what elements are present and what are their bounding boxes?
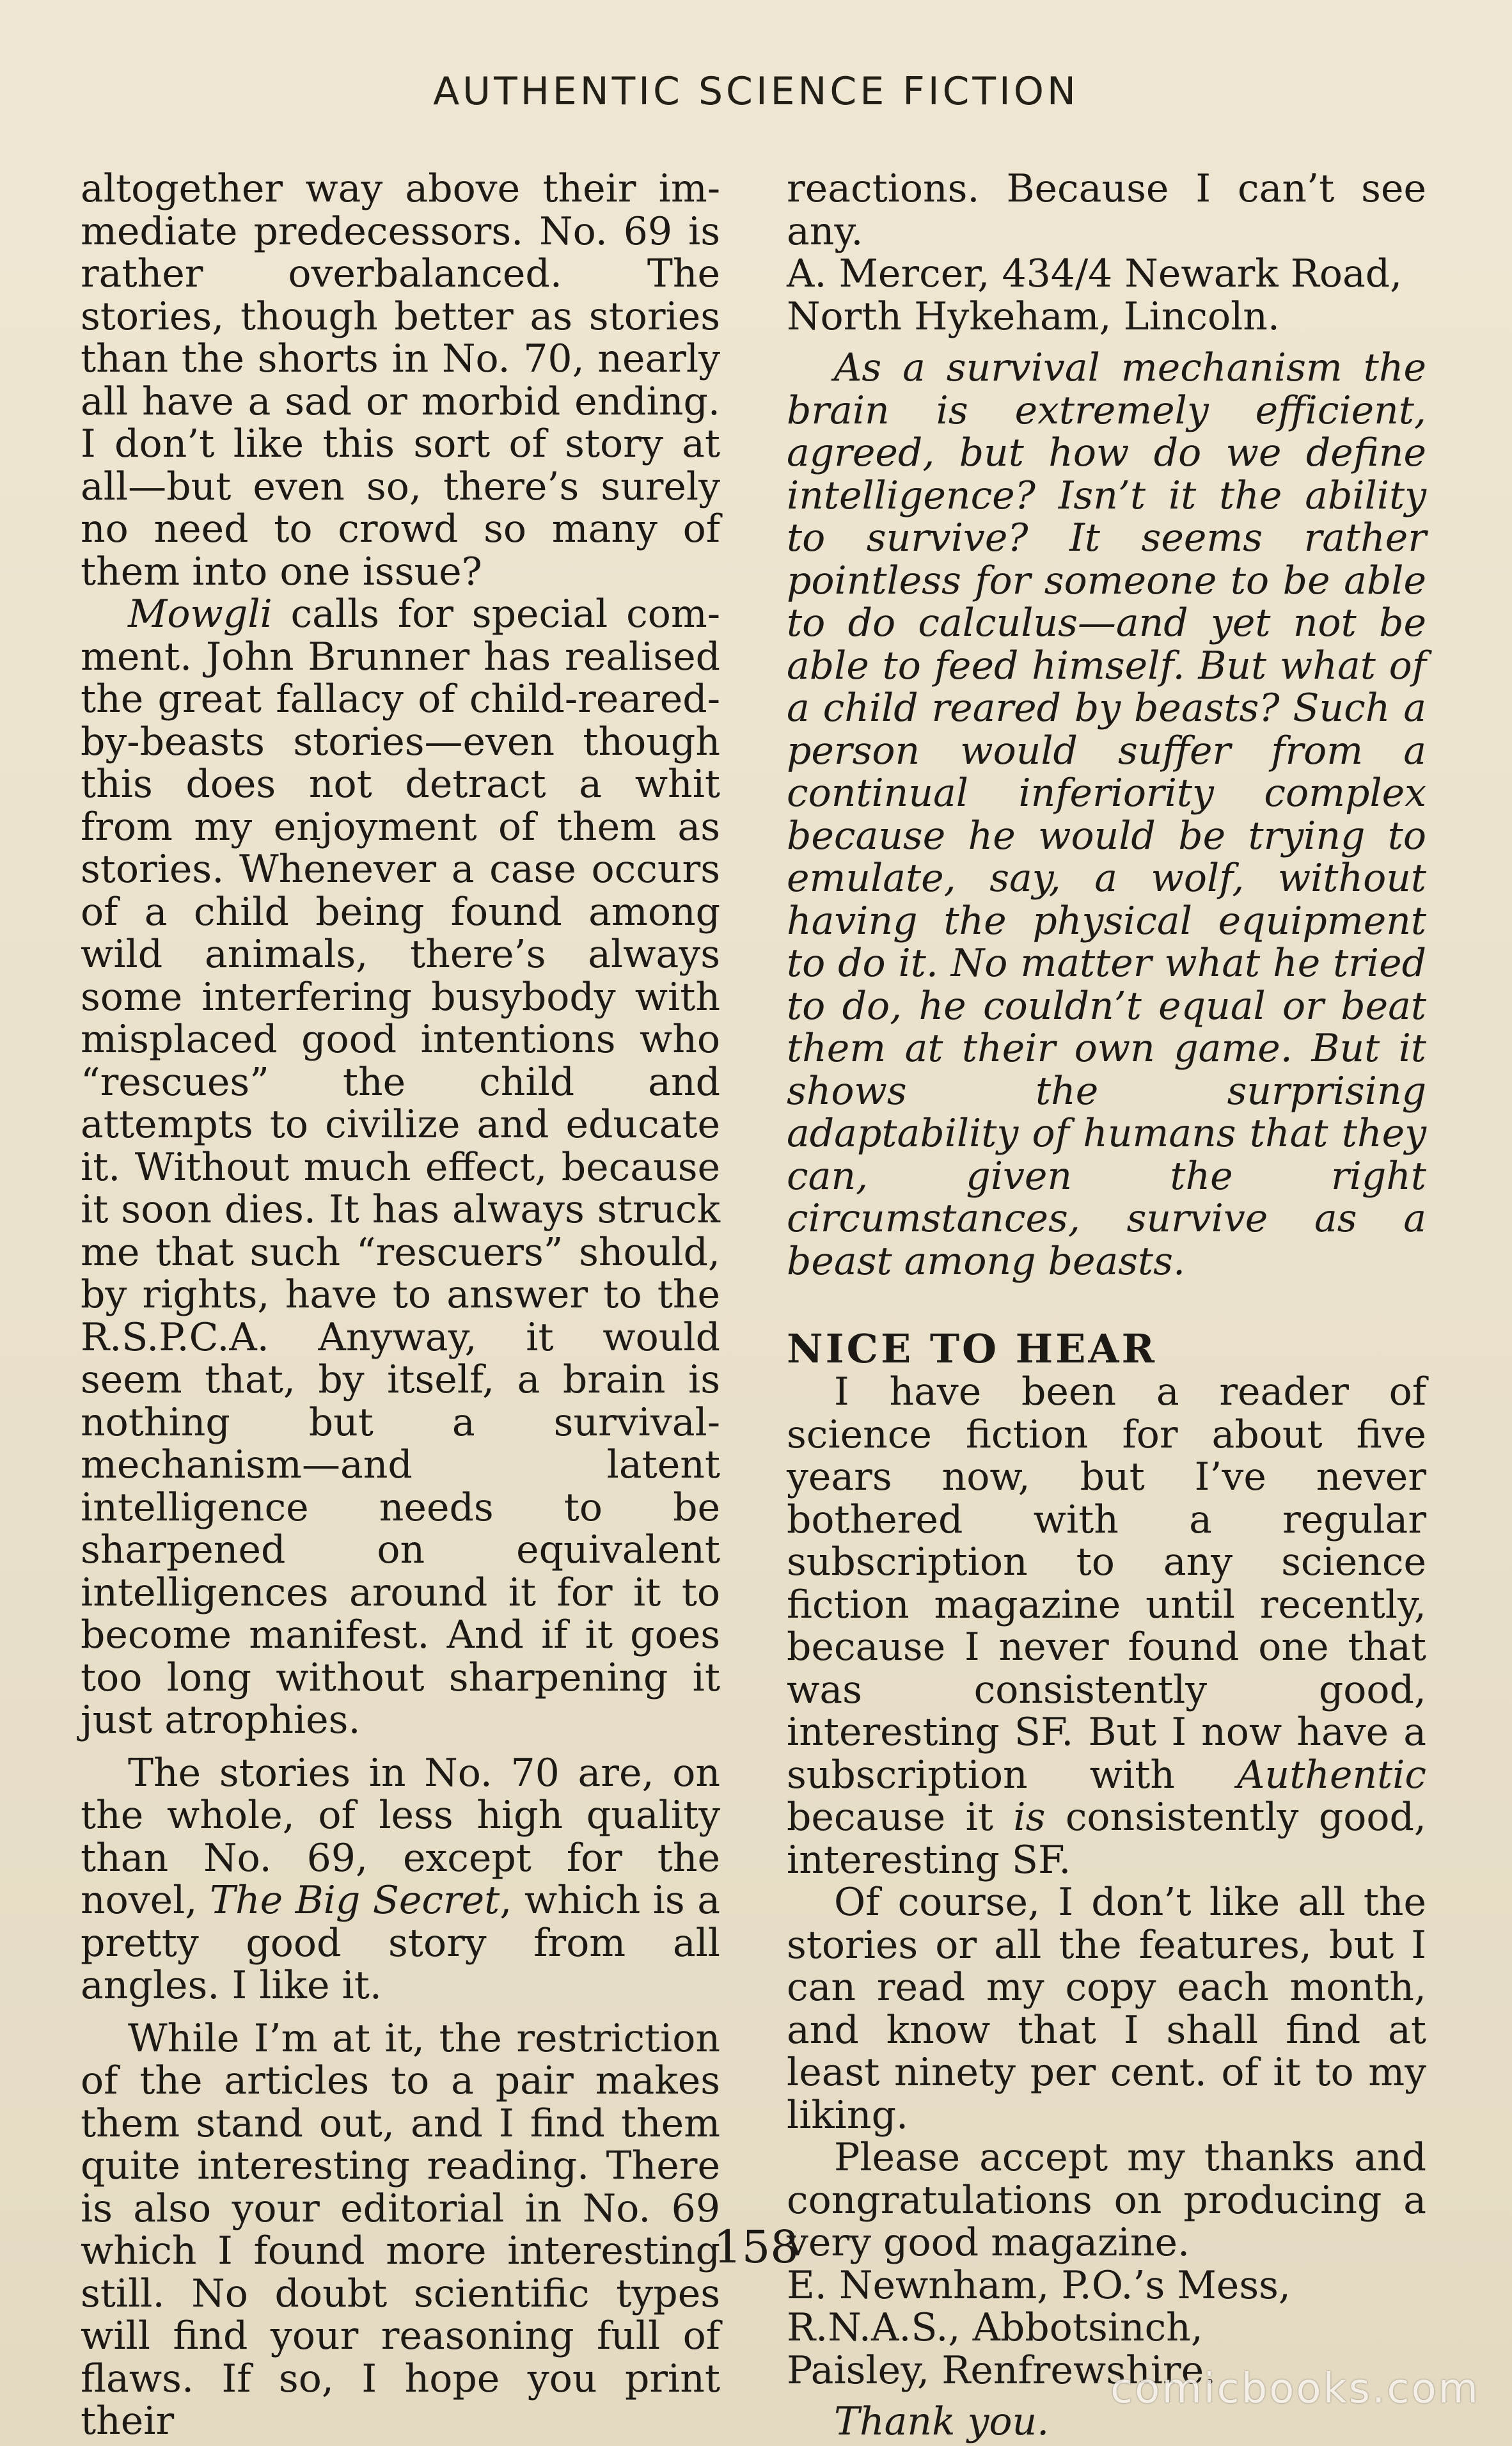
letter2-paragraph-2: Of course, I don’t like all the stories or all the features, but I can read my copy each month, and know that I shall find at least ninety per cent. of it to my liking. — [787, 1880, 1426, 2138]
right-column — [787, 168, 1426, 2443]
page-number: 158 — [713, 2221, 799, 2273]
sender-address-1: A. Mercer, 434/4 Newark Road, North Hykeham, Lincoln. — [787, 251, 1403, 339]
running-head: AUTHENTIC SCIENCE FICTION — [433, 69, 1079, 114]
mowgli-title: Mowgli — [128, 592, 272, 636]
letter-paragraph-1: altogether way above their immediate predecessors. No. 69 is rather overbalanced. The stories, though better as stories than the shorts in No. 70, nearly all have a sad or morbid ending. I don’t like this sort of story at all—but even so, there’s surely no need to crowd so many of them into one issue? — [81, 166, 720, 594]
sender-address-2: E. Newnham, P.O.’s Mess, R.N.A.S., Abbotsinch, Paisley, Renfrewshire. — [787, 2262, 1291, 2393]
big-secret-title: The Big Secret — [209, 1878, 500, 1923]
letter-heading: NICE TO HEAR — [787, 1325, 1158, 1372]
editor-reply-2: Thank you. — [834, 2399, 1050, 2444]
letter-continuation: reactions. Because I can’t see any. — [787, 166, 1426, 254]
watermark: comicbooks.com — [1110, 2365, 1480, 2413]
letter2-paragraph-3: Please accept my thanks and congratulations on producing a very good magazine. — [787, 2135, 1426, 2265]
is-emphasis: is — [1013, 1795, 1046, 1840]
authentic-title: Authentic — [1237, 1752, 1426, 1797]
letter-paragraph-2: Mowgli calls for special comment. John Brunner has realised the great fallacy of child-reared-by-beasts stories—even though this does not detract a whit from my enjoyment of them as stories. Whenever a case occurs of a child being found among wild animals, there’s always some interfering busybody with misplaced good intentions who “rescues” the child and attempts to civilize and educate it. Without much effect, because it soon dies. It has always struck me that such “rescuers” should, by rights, have to answer to the R.S.P.C.A. Anyway, it would seem that, by itself, a brain is nothing but a survival-mechanism—and latent intelligence needs to be sharpened on equivalent intelligences around it for it to become manifest. And if it goes too long without sharpening it just atrophies. — [81, 592, 720, 1742]
letter-paragraph-3: The stories in No. 70 are, on the whole, of less high quality than No. 69, except for the novel, The Big Secret, which is a pretty good story from all angles. I like it. — [81, 1750, 720, 2008]
letter-paragraph-4: While I’m at it, the restriction of the articles to a pair makes them stand out, and I find them quite interesting reading. There is also your editorial in No. 69 which I found more interesting still. No doubt scientific types will find your reasoning full of flaws. If so, I hope you print their — [81, 2016, 720, 2443]
letter2-paragraph-1: I have been a reader of science fiction for about five years now, but I’ve never bothered with a regular subscription to any science fiction magazine until recently, because I never found one that was consistently good, interesting SF. But I now have a subscription with Authentic because it is consistently good, interesting SF. — [787, 1369, 1426, 1882]
left-column — [81, 168, 720, 2443]
editor-reply-1: As a survival mechanism the brain is extremely efficient, agreed, but how do we define intelligence? Isn’t it the ability to survive? It seems rather pointless for someone to be able to do calculus—and yet not be able to feed himself. But what of a child reared by beasts? Such a person would suffer from a continual inferiority complex because he would be trying to emulate, say, a wolf, without having the physical equipment to do it. No matter what he tried to do, he couldn’t equal or beat them at their own game. But it shows the surprising adaptability of humans that they can, given the right circumstances, survive as a beast among beasts. — [787, 345, 1426, 1284]
